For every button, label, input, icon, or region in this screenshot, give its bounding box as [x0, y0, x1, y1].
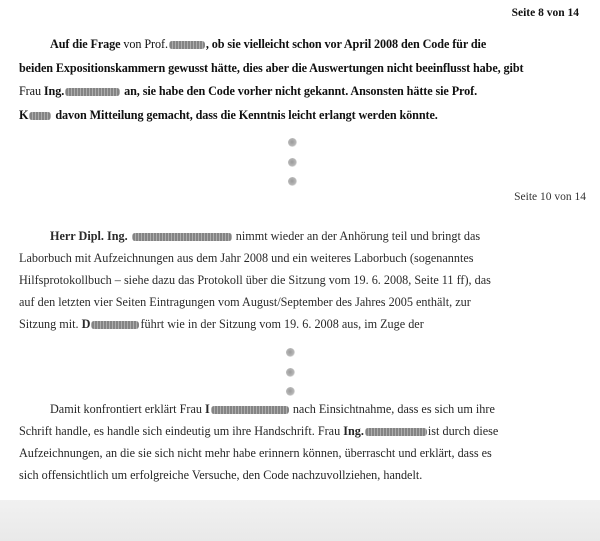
- ellipsis-dot: [288, 177, 297, 186]
- text-segment: nimmt wieder an der Anhörung teil und bringt das: [235, 229, 481, 243]
- text-segment: sich offensichtlich um erfolgreiche Versuche, den Code nachzuvollziehen, handelt.: [19, 468, 423, 482]
- text-segment: Laborbuch mit Aufzeichnungen aus dem Jahr 2008 und ein weiteres Laborbuch (sogenanntes: [19, 251, 474, 265]
- bottom-scan-shade: [0, 500, 600, 541]
- text-segment: auf den letzten vier Seiten Eintragungen vom August/September des Jahres 2005 enthält, zur: [19, 295, 471, 309]
- text-segment: Ing.: [43, 84, 65, 98]
- text-segment: K: [19, 107, 29, 122]
- text-segment: I: [205, 402, 210, 416]
- text-line: [19, 80, 587, 104]
- text-line: [19, 398, 587, 420]
- text-segment: , ob sie vielleicht schon vor April 2008 den Code für die: [205, 37, 487, 51]
- excerpt-page-10-a: [19, 225, 587, 335]
- text-segment: führt wie in der Sitzung vom 19. 6. 2008 aus, im Zuge der: [140, 317, 424, 331]
- redaction-mark: [29, 112, 51, 120]
- text-segment: D: [81, 317, 91, 331]
- text-line: [19, 313, 587, 335]
- text-segment: davon Mitteilung gemacht, dass die Kenntnis leicht erlangt werden könnte.: [55, 107, 438, 122]
- ellipsis-dot: [288, 138, 297, 147]
- text-segment: Schrift handle, es handle sich eindeutig um ihre Handschrift. Frau: [19, 424, 341, 438]
- ellipsis-dot: [286, 387, 295, 396]
- text-segment: beiden Expositionskammern gewusst hätte, dies aber die Auswertungen nicht beeinflusst habe, gibt: [19, 60, 524, 75]
- text-line: [19, 442, 587, 464]
- text-segment: nach Einsichtnahme, dass es sich um ihre: [292, 402, 495, 416]
- text-segment: Hilfsprotokollbuch – siehe dazu das Protokoll über die Sitzung vom 19. 6. 2008, Seite 11 ff), das: [19, 273, 491, 287]
- text-line: [19, 104, 587, 128]
- text-segment: Prof.: [451, 84, 478, 98]
- redaction-mark: [65, 88, 120, 96]
- text-segment: Sitzung mit.: [19, 317, 79, 331]
- ellipsis-dot: [286, 348, 295, 357]
- text-segment: ist durch diese: [427, 424, 499, 438]
- redaction-mark: [91, 321, 139, 329]
- text-segment: an, sie habe den Code vorher nicht gekannt. Ansonsten hätte sie: [124, 84, 449, 98]
- text-line: [19, 33, 587, 57]
- excerpt-page-8: [19, 33, 587, 127]
- text-segment: Ing.: [343, 424, 364, 438]
- page-label-top: Seite 8 von 14: [511, 7, 579, 19]
- text-line: [19, 420, 587, 442]
- page-label-middle: Seite 10 von 14: [514, 191, 586, 203]
- text-segment: Damit konfrontiert erklärt Frau: [50, 402, 202, 416]
- excerpt-page-10-b: [19, 398, 587, 486]
- text-line: [19, 464, 587, 486]
- ellipsis-dot: [286, 368, 295, 377]
- text-segment: Herr Dipl. Ing.: [50, 229, 128, 243]
- text-line: [19, 291, 587, 313]
- text-segment: Aufzeichnungen, an die sie sich nicht mehr habe erinnern können, überrascht und erklärt, dass es: [19, 446, 492, 460]
- ellipsis-dot: [288, 158, 297, 167]
- redaction-mark: [132, 233, 232, 241]
- redaction-mark: [169, 41, 205, 49]
- text-line: [19, 57, 587, 81]
- text-line: [19, 247, 587, 269]
- text-segment: Frau: [19, 84, 41, 98]
- text-segment: von Prof.: [123, 37, 168, 51]
- redaction-mark: [365, 428, 427, 436]
- redaction-mark: [211, 406, 289, 414]
- text-line: [19, 225, 587, 247]
- text-line: [19, 269, 587, 291]
- text-segment: Auf die Frage: [50, 37, 121, 51]
